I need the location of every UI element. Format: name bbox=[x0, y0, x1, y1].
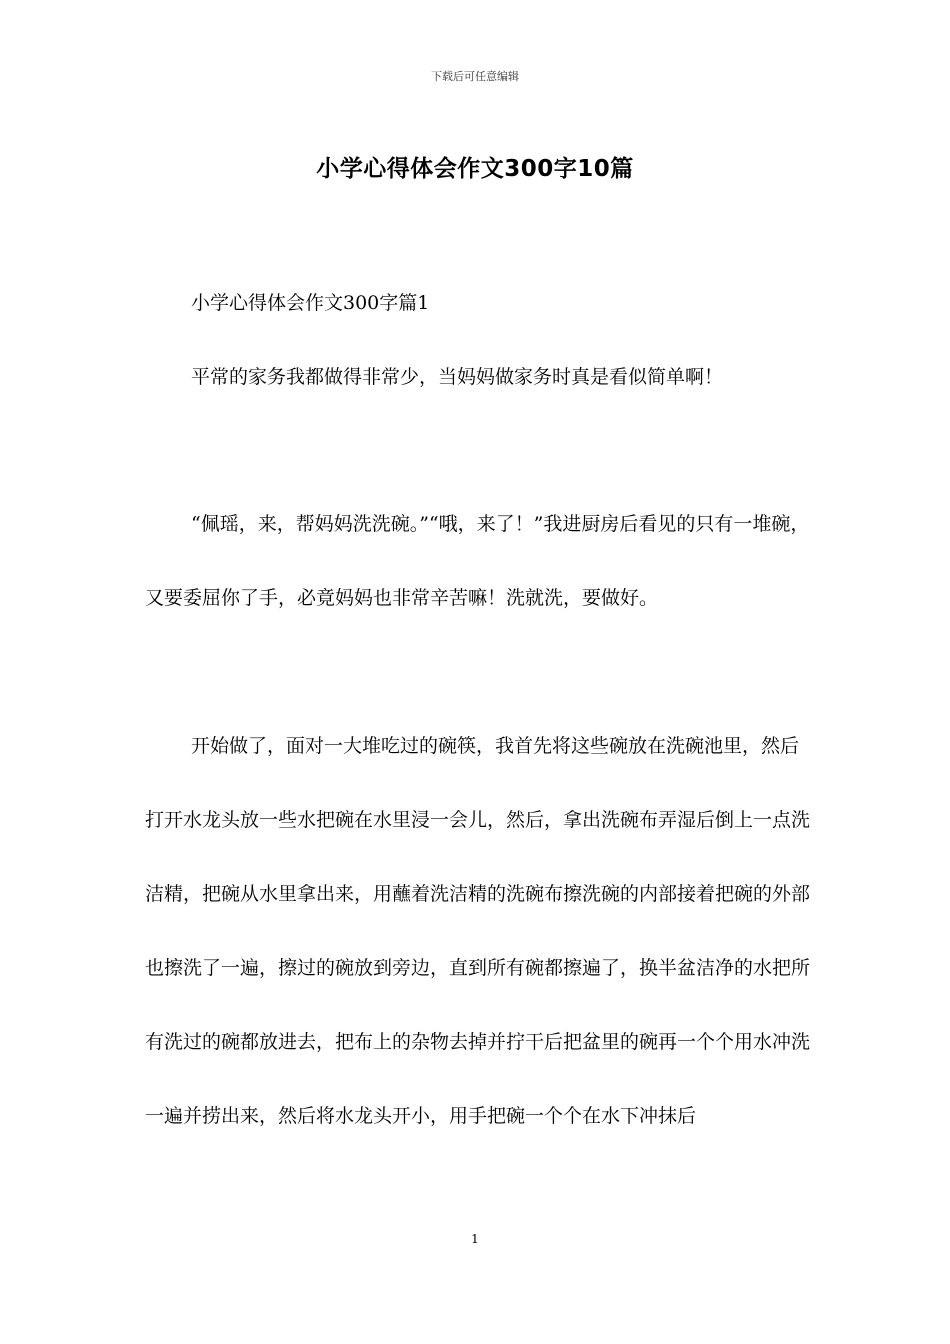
header-note: 下载后可任意编辑 bbox=[431, 70, 519, 83]
paragraph-3: 开始做了，面对一大堆吃过的碗筷，我首先将这些碗放在洗碗池里，然后打开水龙头放一些水把碗在水里浸一会儿，然后，拿出洗碗布弄湿后倒上一点洗洁精，把碗从水里拿出来，用蘸着洗洁精的洗碗布擦洗碗的内部接着把碗的外部也擦洗了一遍，擦过的碗放到旁边，直到所有碗都擦遍了，换半盆洁净的水把所有洗过的碗都放进去，把布上的杂物去掉并拧干后把盆里的碗再一个个用水冲洗一遍并捞出来，然后将水龙头开小，用手把碗一个个在水下冲抹后 bbox=[145, 735, 811, 1127]
paragraph-1: 平常的家务我都做得非常少，当妈妈做家务时真是看似简单啊！ bbox=[191, 366, 724, 388]
page-number: 1 bbox=[471, 1232, 479, 1246]
section-heading: 小学心得体会作文300字篇1 bbox=[191, 292, 430, 314]
document-title: 小学心得体会作文300字10篇 bbox=[316, 156, 634, 182]
paragraph-2: “佩瑶，来，帮妈妈洗洗碗。”“哦，来了！”我进厨房后看见的只有一堆碗，又要委屈你了手，必竟妈妈也非常辛苦嘛！洗就洗，要做好。 bbox=[145, 513, 810, 609]
